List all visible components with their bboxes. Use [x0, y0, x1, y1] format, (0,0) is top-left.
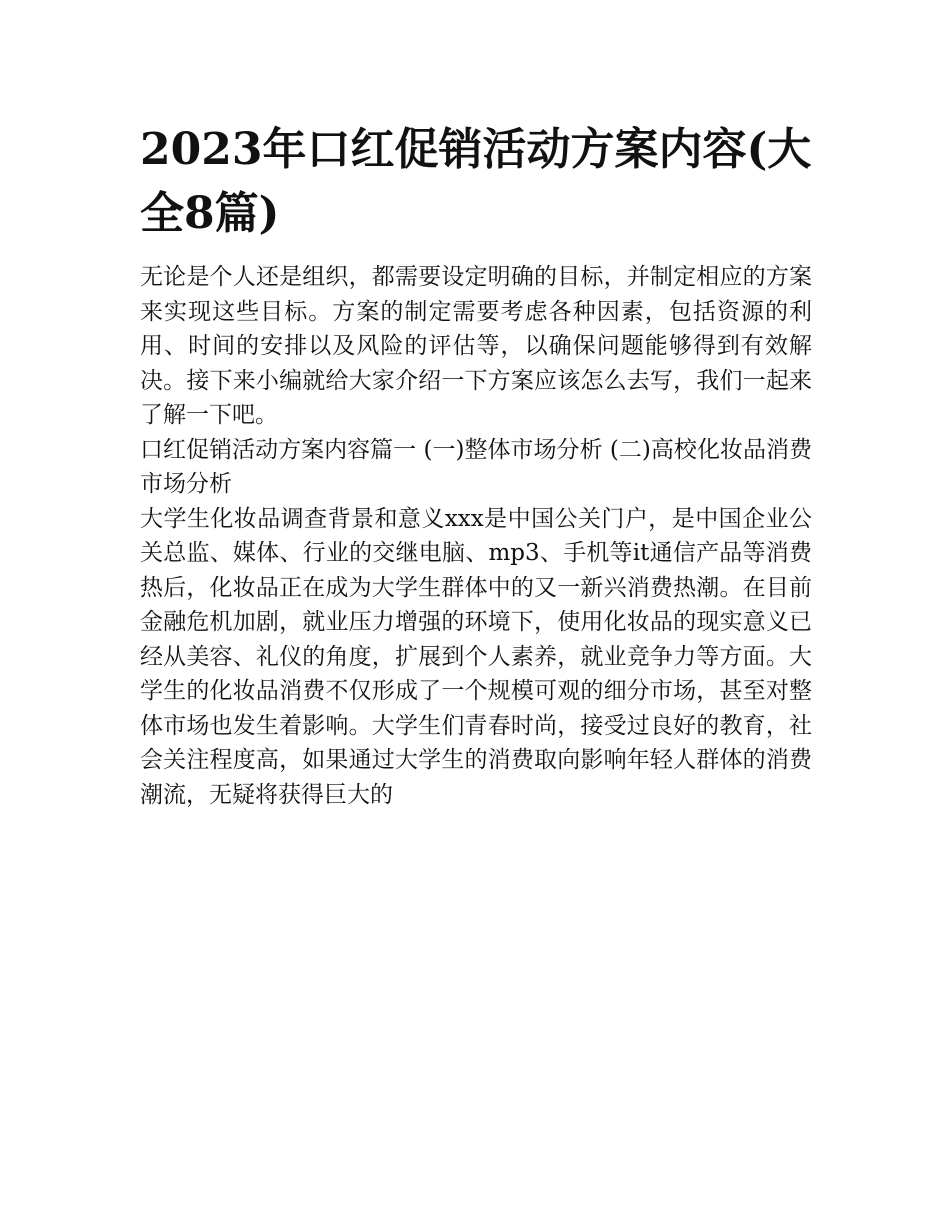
document-body [140, 118, 812, 812]
section-heading-paragraph: 口红促销活动方案内容篇一 (一)整体市场分析 (二)高校化妆品消费市场分析 [140, 436, 812, 497]
intro-paragraph: 无论是个人还是组织，都需要设定明确的目标，并制定相应的方案来实现这些目标。方案的制定需要考虑各种因素，包括资源的利用、时间的安排以及风险的评估等，以确保问题能够得到有效解决。接下来小编就给大家介绍一下方案应该怎么去写，我们一起来了解一下吧。 [140, 264, 812, 428]
body-paragraph: 大学生化妆品调查背景和意义xxx是中国公关门户，是中国企业公关总监、媒体、行业的交继电脑、mp3、手机等it通信产品等消费热后，化妆品正在成为大学生群体中的又一新兴消费热潮。在目前金融危机加剧，就业压力增强的环境下，使用化妆品的现实意义已经从美容、礼仪的角度，扩展到个人素养，就业竞争力等方面。大学生的化妆品消费不仅形成了一个规模可观的细分市场，甚至对整体市场也发生着影响。大学生们青春时尚，接受过良好的教育，社会关注程度高，如果通过大学生的消费取向影响年轻人群体的消费潮流，无疑将获得巨大的 [140, 505, 812, 808]
document-title: 2023年口红促销活动方案内容(大全8篇) [140, 124, 812, 239]
